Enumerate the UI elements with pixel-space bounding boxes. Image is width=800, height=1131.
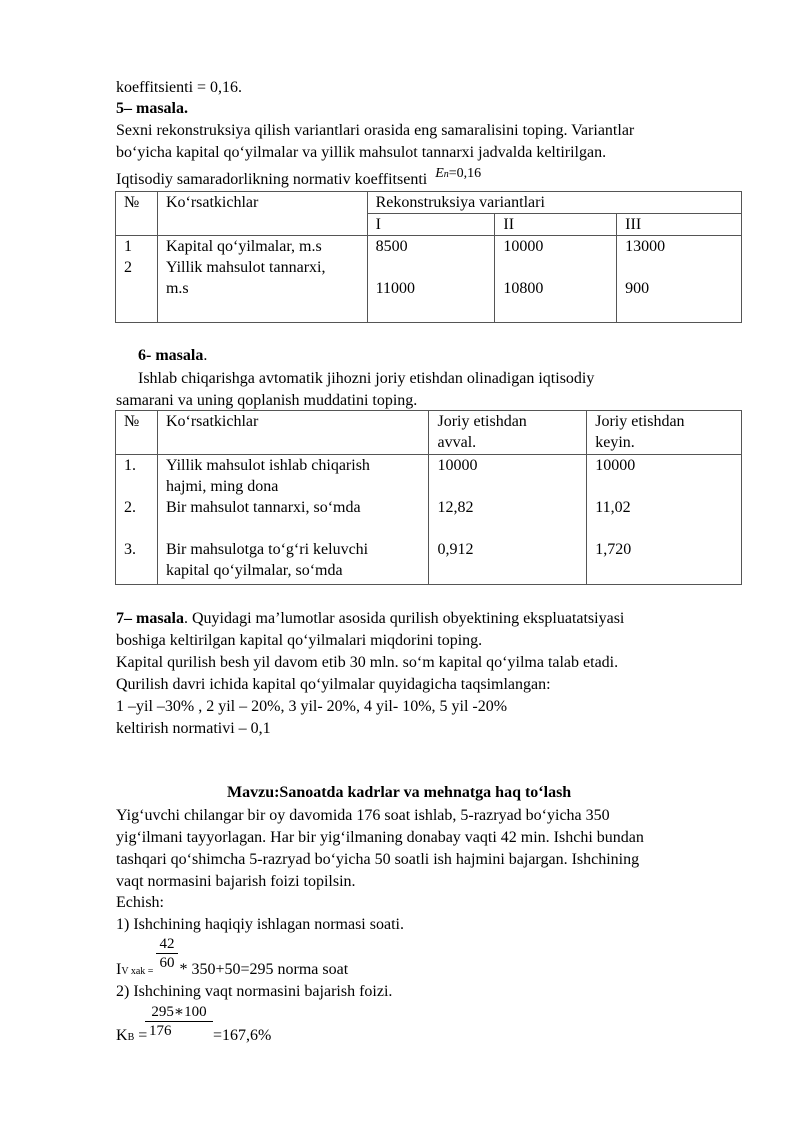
task5-header-v1: I [367,214,495,236]
task6-col-before: 10000 12,82 0,912 [429,455,587,585]
task5-row-numbers: 1 2 [116,236,158,323]
task6-row-numbers: 1. 2. 3. [116,455,158,585]
task7-text-5: 1 –yil –30% , 2 yil – 20%, 3 yil- 20%, 4 yil- 10%, 5 yil -20% [116,698,508,715]
task5-col-v2: 10000 10800 [495,236,617,323]
formula1-numerator: 42 [159,936,175,952]
task5-title: 5– masala. [116,100,188,117]
task5-header-no: № [116,192,158,236]
task6-header-after: Joriy etishdan keyin. [587,411,742,455]
task7-text-2: boshiga keltirilgan kapital qo‘yilmalari miqdorini toping. [116,632,483,649]
task5-header-variants: Rekonstruksiya variantlari [367,192,741,214]
formula2-result: =167,6% [213,1027,272,1044]
task6-header-no: № [116,411,158,455]
task6-title: 6- masala. [138,347,208,364]
task5-text-3 [116,166,482,192]
topic-heading: Mavzu:Sanoatda kadrlar va mehnatga haq to‘lash [227,784,572,801]
topic-text-3: tashqari qo‘shimcha 5-razryad bo‘yicha 50 soatli ish hajmini bajargan. Ishchining [116,851,640,868]
task6-text-2: samarani va uning qoplanish muddatini toping. [116,392,418,409]
solution-label: Echish: [116,894,164,911]
task5-header-v2: II [495,214,617,236]
task7-text-1: 7– masala. Quyidagi ma’lumotlar asosida qurilish obyektining ekspluatatsiyasi [116,610,625,627]
task5-header-indicators: Ko‘rsatkichlar [157,192,367,236]
topic-text-1: Yig‘uvchi chilangar bir oy davomida 176 soat ishlab, 5-razryad bo‘yicha 350 [116,807,610,824]
task7-title: 7– masala [116,610,184,627]
step-1: 1) Ishchining haqiqiy ishlagan normasi soati. [116,916,404,933]
task6-row-labels: Yillik mahsulot ishlab chiqarish hajmi, ming dona Bir mahsulot tannarxi, so‘mda Bir mahsulotga to‘g‘ri keluvchi kapital qo‘yilmalar, so‘mda [157,455,429,585]
formula2-fraction [145,1003,213,1040]
formula2-numerator: 295∗100 [151,1004,207,1020]
task6-header-indicators: Ko‘rsatkichlar [157,411,429,455]
formula1-line: IV xak = * 350+50=295 norma soat [116,961,349,978]
task5-formula: En=0,16 [435,166,482,181]
task7-text-4: Qurilish davri ichida kapital qo‘yilmalar quyidagicha taqsimlangan: [116,676,551,693]
task5-text-2: bo‘yicha kapital qo‘yilmalar va yillik mahsulot tannarxi jadvalda keltirilgan. [116,144,607,161]
task5-col-v1: 8500 11000 [367,236,495,323]
task7-text-6: keltirish normativi – 0,1 [116,720,271,737]
formula2-denominator: 176 [145,1021,213,1040]
formula1-denominator: 60 [156,953,178,972]
formula2-line: KB = [116,1027,148,1044]
task7-text-3: Kapital qurilish besh yil davom etib 30 mln. so‘m kapital qo‘yilma talab etadi. [116,654,619,671]
task5-text-1: Sexni rekonstruksiya qilish variantlari orasida eng samaralisini toping. Variantlar [116,122,635,139]
task5-col-v3: 13000 900 [617,236,742,323]
task6-table [115,410,742,585]
task5-row-labels: Kapital qo‘yilmalar, m.s Yillik mahsulot tannarxi, m.s [157,236,367,323]
intro-line: koeffitsienti = 0,16. [116,79,243,96]
task6-text-1: Ishlab chiqarishga avtomatik jihozni joriy etishdan olinadigan iqtisodiy [138,370,595,387]
step-2: 2) Ishchining vaqt normasini bajarish foizi. [116,983,393,1000]
task5-text-3-label: Iqtisodiy samaradorlikning normativ koeffitsenti [116,171,428,188]
task5-header-v3: III [617,214,742,236]
topic-text-2: yig‘ilmani tayyorlagan. Har bir yig‘ilmaning donabay vaqti 42 min. Ishchi bundan [116,829,644,846]
task6-col-after: 10000 11,02 1,720 [587,455,742,585]
task6-header-before: Joriy etishdan avval. [429,411,587,455]
topic-text-4: vaqt normasini bajarish foizi topilsin. [116,873,356,890]
task5-table [115,191,742,323]
